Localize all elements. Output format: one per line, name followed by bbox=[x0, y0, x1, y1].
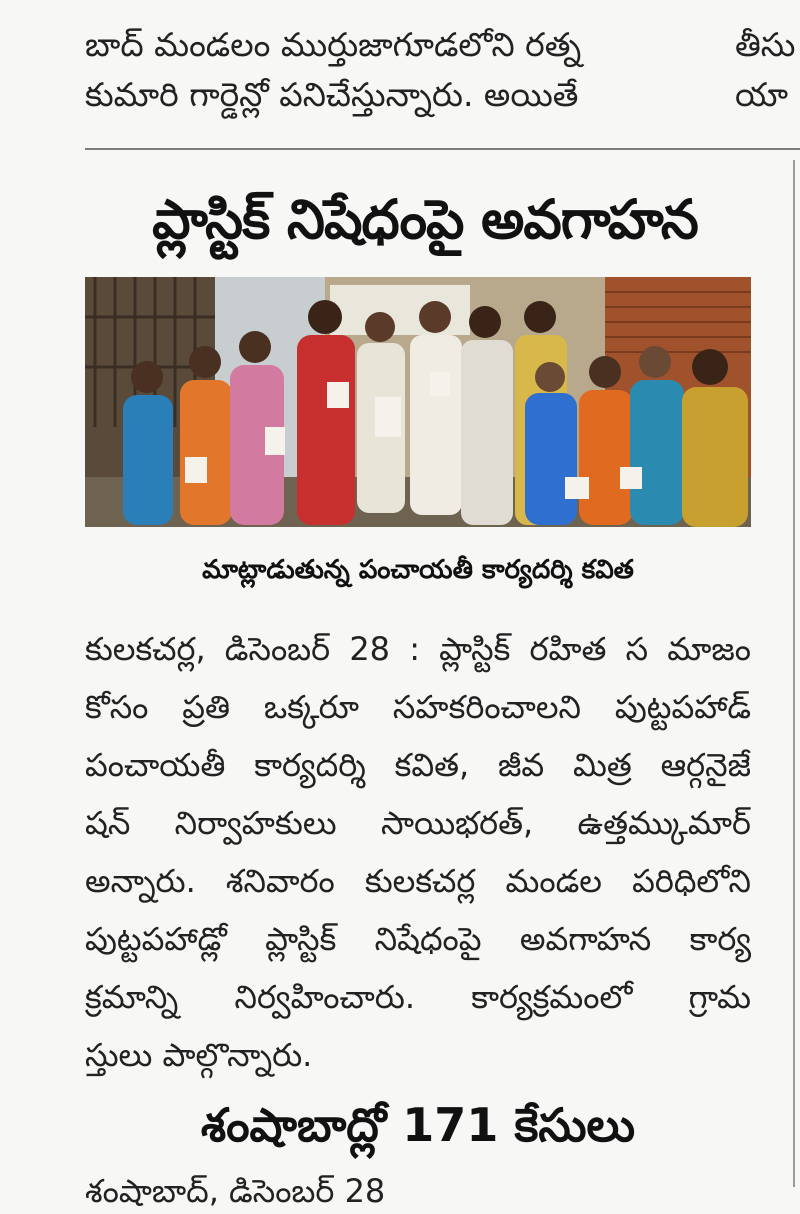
body-line: స్తులు పాల్గొన్నారు. bbox=[85, 1036, 313, 1074]
adjacent-column-line: యా bbox=[735, 75, 789, 114]
body-line: కోసం ప్రతి ఒక్కరూ సహకరించాలని పుట్టపహాడ్ bbox=[85, 688, 751, 726]
previous-article-text bbox=[85, 0, 695, 120]
adjacent-column-text bbox=[735, 0, 800, 120]
next-article-first-line: శంషాబాద్, డిసెంబర్ 28 bbox=[85, 1172, 386, 1210]
next-article-headline: శంషాబాద్లో 171 కేసులు bbox=[200, 1098, 636, 1152]
body-line: కులకచర్ల, డిసెంబర్ 28 : ప్లాస్టిక్ రహిత స మాజం bbox=[85, 630, 751, 668]
news-photo bbox=[85, 277, 751, 527]
article-headline: ప్లాస్టిక్ నిషేధంపై అవగాహన bbox=[152, 188, 698, 251]
article-body bbox=[85, 620, 751, 1084]
photo-caption: మాట్లాడుతున్న పంచాయతీ కార్యదర్శి కవిత bbox=[202, 555, 634, 585]
previous-article-line: బాద్ మండలం ముర్తుజాగూడలోని రత్న bbox=[85, 25, 582, 64]
previous-article-cut-line bbox=[85, 0, 695, 20]
column-divider bbox=[793, 160, 795, 1187]
body-line: క్రమాన్ని నిర్వహించారు. కార్యక్రమంలో గ్రామ bbox=[85, 978, 751, 1016]
body-line: పంచాయతీ కార్యదర్శి కవిత, జీవ మిత్ర ఆర్గనైజే bbox=[85, 746, 751, 784]
body-line: షన్ నిర్వాహకులు సాయిభరత్, ఉత్తమ్కుమార్ bbox=[85, 804, 751, 842]
adjacent-column-line: తీసు bbox=[735, 25, 796, 64]
article-divider bbox=[85, 148, 800, 150]
body-line: అన్నారు. శనివారం కులకచర్ల మండల పరిధిలోని bbox=[85, 862, 751, 900]
body-line: పుట్టపహాడ్లో ప్లాస్టిక్ నిషేధంపై అవగాహన కార్య bbox=[85, 920, 751, 958]
previous-article-line: కుమారి గార్డెన్లో పనిచేస్తున్నారు. అయితే bbox=[85, 75, 579, 114]
